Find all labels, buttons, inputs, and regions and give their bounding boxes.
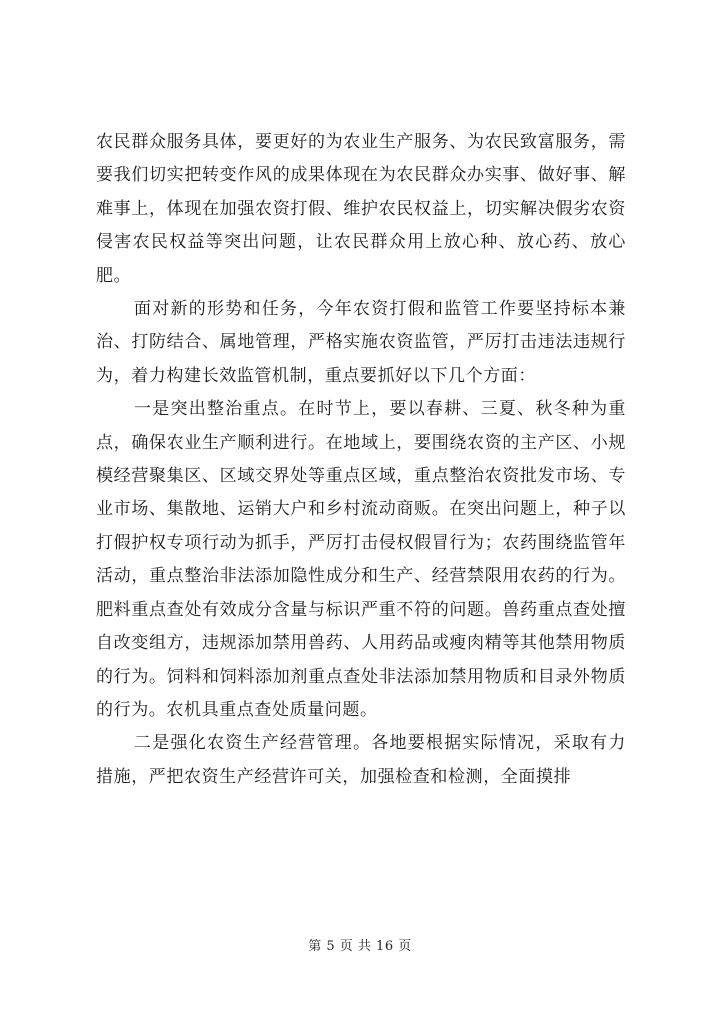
paragraph-continuation: 农民群众服务具体，要更好的为农业生产服务、为农民致富服务，需要我们切实把转变作风的成果体现在为农民群众办实事、做好事、解难事上，体现在加强农资打假、维护农民权益上，切实解决假劣农资侵害农民权益等突出问题，让农民群众用上放心种、放心药、放心肥。 (96, 132, 626, 286)
page-number-footer: 第 5 页 共 16 页 (308, 939, 412, 954)
document-body (96, 126, 626, 794)
paragraph-focus-rectification: 一是突出整治重点。在时节上，要以春耕、三夏、秋冬种为重点，确保农业生产顺利进行。在地域上，要围绕农资的主产区、小规模经营聚集区、区域交界处等重点区域，重点整治农资批发市场、专业市场、集散地、运销大户和乡村流动商贩。在突出问题上，种子以打假护权专项行动为抓手，严厉打击侵权假冒行为；农药围绕监管年活动，重点整治非法添加隐性成分和生产、经营禁限用农药的行为。肥料重点查处有效成分含量与标识严重不符的问题。兽药重点查处擅自改变组方，违规添加禁用兽药、人用药品或瘦肉精等其他禁用物质的行为。饲料和饲料添加剂重点查处非法添加禁用物质和目录外物质的行为。农机具重点查处质量问题。 (96, 399, 626, 720)
paragraph-new-situation: 面对新的形势和任务，今年农资打假和监管工作要坚持标本兼治、打防结合、属地管理，严格实施农资监管，严厉打击违法违规行为，着力构建长效监管机制，重点要抓好以下几个方面： (96, 299, 626, 386)
paragraph-strengthen-management: 二是强化农资生产经营管理。各地要根据实际情况，采取有力措施，严把农资生产经营许可关，加强检查和检测，全面摸排 (96, 733, 626, 787)
